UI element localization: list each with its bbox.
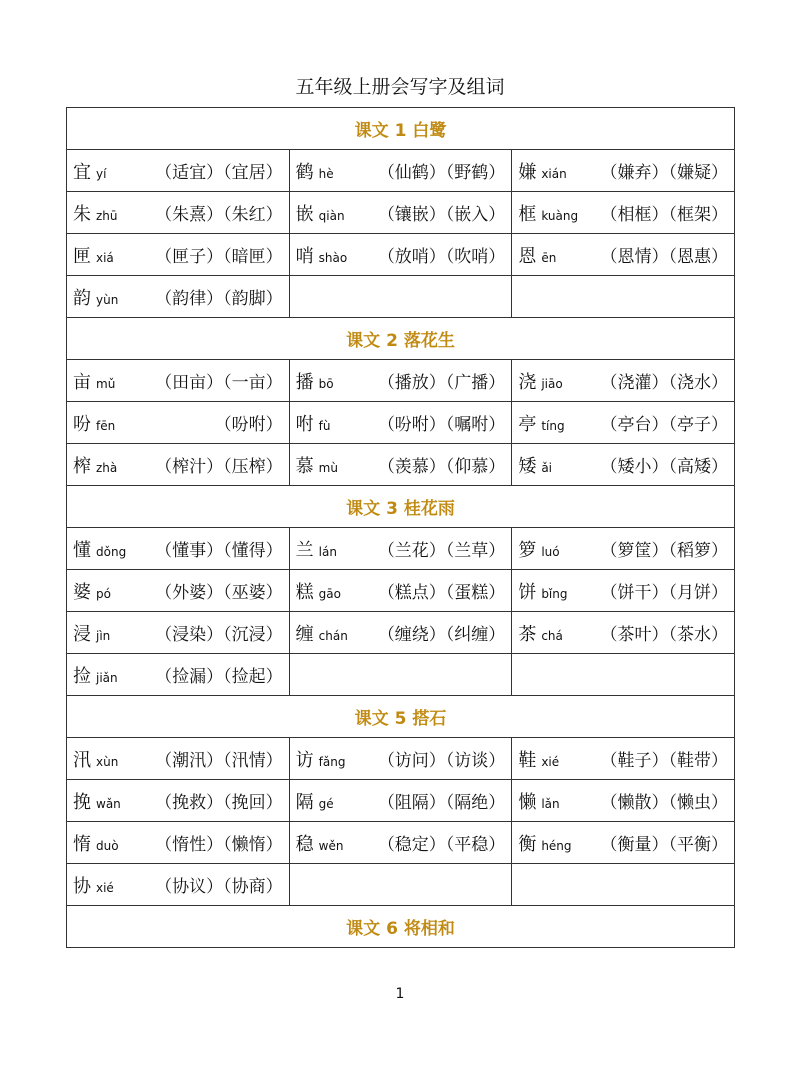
word-row bbox=[67, 654, 735, 696]
character: 鞋 bbox=[518, 749, 537, 771]
example-words: （饼干）（月饼） bbox=[600, 583, 728, 603]
word-cell bbox=[512, 738, 735, 780]
word-entry bbox=[518, 200, 728, 226]
word-entry bbox=[73, 242, 283, 268]
word-cell bbox=[289, 822, 512, 864]
character-with-pinyin bbox=[296, 200, 345, 226]
example-words: （恩情）（恩惠） bbox=[600, 247, 728, 267]
character-with-pinyin bbox=[73, 536, 126, 562]
word-entry bbox=[73, 410, 283, 436]
character-with-pinyin bbox=[73, 368, 115, 394]
lesson-title: 课文 2 落花生 bbox=[67, 318, 735, 360]
word-entry bbox=[296, 536, 506, 562]
character-with-pinyin bbox=[296, 578, 341, 604]
word-cell bbox=[512, 192, 735, 234]
character: 衡 bbox=[518, 833, 537, 855]
word-entry bbox=[518, 158, 728, 184]
character: 捡 bbox=[73, 665, 91, 687]
word-entry bbox=[296, 788, 506, 814]
pinyin: xiá bbox=[96, 250, 114, 265]
word-cell bbox=[67, 444, 290, 486]
example-words: （仙鹤）（野鹤） bbox=[377, 163, 506, 183]
character-with-pinyin bbox=[73, 410, 115, 436]
pinyin: luó bbox=[541, 544, 560, 559]
pinyin: jìn bbox=[96, 628, 111, 643]
character: 懂 bbox=[73, 539, 91, 561]
example-words: （田亩）（一亩） bbox=[155, 373, 283, 393]
word-row bbox=[67, 822, 735, 864]
word-cell bbox=[289, 192, 512, 234]
example-words: （匣子）（暗匣） bbox=[155, 247, 283, 267]
lesson-header-row bbox=[67, 318, 735, 360]
word-entry bbox=[518, 536, 728, 562]
example-words: （韵律）（韵脚） bbox=[155, 289, 283, 309]
example-words: （箩筐）（稻箩） bbox=[600, 541, 728, 561]
character-with-pinyin bbox=[296, 242, 348, 268]
vocabulary-table-body bbox=[67, 108, 735, 948]
word-entry bbox=[518, 368, 728, 394]
word-entry bbox=[518, 578, 728, 604]
word-cell bbox=[67, 360, 290, 402]
word-cell bbox=[289, 360, 512, 402]
word-cell bbox=[512, 654, 735, 696]
character-with-pinyin bbox=[518, 368, 562, 394]
page-number: 1 bbox=[395, 986, 405, 1002]
word-entry bbox=[73, 536, 283, 562]
word-entry bbox=[73, 872, 283, 898]
character: 框 bbox=[518, 203, 537, 225]
word-cell bbox=[512, 570, 735, 612]
character: 缠 bbox=[295, 623, 314, 645]
pinyin: jiǎn bbox=[96, 670, 118, 685]
word-row bbox=[67, 612, 735, 654]
character: 矮 bbox=[518, 455, 537, 477]
word-entry bbox=[73, 284, 283, 310]
character-with-pinyin bbox=[518, 242, 556, 268]
page-title: 五年级上册会写字及组词 bbox=[295, 76, 505, 98]
pinyin: ēn bbox=[541, 250, 557, 265]
example-words: （阻隔）（隔绝） bbox=[377, 793, 506, 813]
example-words: （外婆）（巫婆） bbox=[155, 583, 283, 603]
word-cell bbox=[67, 528, 290, 570]
character: 吩 bbox=[73, 413, 91, 435]
word-cell bbox=[67, 276, 290, 318]
character: 汛 bbox=[73, 749, 91, 771]
pinyin: gāo bbox=[318, 586, 341, 601]
example-words: （浸染）（沉浸） bbox=[155, 625, 283, 645]
word-entry bbox=[518, 788, 728, 814]
word-entry bbox=[73, 452, 283, 478]
pinyin: duò bbox=[96, 838, 119, 853]
character: 匣 bbox=[73, 245, 91, 267]
character-with-pinyin bbox=[73, 620, 110, 646]
word-cell bbox=[67, 234, 290, 276]
example-words: （相框）（框架） bbox=[600, 205, 728, 225]
pinyin: héng bbox=[541, 838, 572, 853]
pinyin: mǔ bbox=[96, 376, 116, 391]
character-with-pinyin bbox=[518, 746, 559, 772]
pinyin: wǎn bbox=[96, 796, 121, 811]
character: 兰 bbox=[295, 539, 314, 561]
word-row bbox=[67, 528, 735, 570]
example-words: （稳定）（平稳） bbox=[377, 835, 506, 855]
example-words: （衡量）（平衡） bbox=[600, 835, 728, 855]
word-entry bbox=[518, 452, 728, 478]
character: 稳 bbox=[295, 833, 314, 855]
character-with-pinyin bbox=[296, 620, 348, 646]
example-words: （播放）（广播） bbox=[377, 373, 506, 393]
word-entry bbox=[73, 830, 283, 856]
example-words: （羡慕）（仰慕） bbox=[377, 457, 506, 477]
character-with-pinyin bbox=[296, 158, 334, 184]
pinyin: gé bbox=[318, 796, 334, 811]
example-words: （矮小）（高矮） bbox=[600, 457, 728, 477]
word-cell bbox=[512, 864, 735, 906]
character-with-pinyin bbox=[296, 410, 331, 436]
character-with-pinyin bbox=[73, 746, 118, 772]
word-cell bbox=[512, 780, 735, 822]
word-entry bbox=[73, 578, 283, 604]
word-cell bbox=[67, 192, 290, 234]
pinyin: chán bbox=[318, 628, 348, 643]
pinyin: fǎng bbox=[318, 754, 346, 769]
word-cell bbox=[512, 528, 735, 570]
character-with-pinyin bbox=[296, 452, 338, 478]
character-with-pinyin bbox=[73, 662, 118, 688]
example-words: （亭台）（亭子） bbox=[600, 415, 728, 435]
word-row bbox=[67, 738, 735, 780]
character-with-pinyin bbox=[518, 536, 559, 562]
character: 浇 bbox=[518, 371, 537, 393]
character: 隔 bbox=[295, 791, 314, 813]
word-entry bbox=[518, 830, 728, 856]
word-entry bbox=[296, 830, 506, 856]
word-entry bbox=[296, 158, 506, 184]
word-row bbox=[67, 360, 735, 402]
character-with-pinyin bbox=[518, 620, 563, 646]
word-row bbox=[67, 150, 735, 192]
word-cell bbox=[512, 612, 735, 654]
word-row bbox=[67, 570, 735, 612]
word-entry bbox=[518, 242, 728, 268]
character: 浸 bbox=[73, 623, 91, 645]
word-row bbox=[67, 234, 735, 276]
example-words: （挽救）（挽回） bbox=[155, 793, 283, 813]
character: 慕 bbox=[295, 455, 314, 477]
example-words: （捡漏）（捡起） bbox=[155, 667, 283, 687]
word-row bbox=[67, 444, 735, 486]
lesson-title: 课文 3 桂花雨 bbox=[67, 486, 735, 528]
example-words: （朱熹）（朱红） bbox=[155, 205, 283, 225]
word-cell bbox=[289, 444, 512, 486]
character: 饼 bbox=[518, 581, 537, 603]
example-words: （嫌弃）（嫌疑） bbox=[600, 163, 728, 183]
word-entry bbox=[73, 662, 283, 688]
character-with-pinyin bbox=[73, 284, 118, 310]
character: 惰 bbox=[73, 833, 91, 855]
character: 协 bbox=[73, 875, 91, 897]
character: 挽 bbox=[73, 791, 91, 813]
word-row bbox=[67, 192, 735, 234]
example-words: （鞋子）（鞋带） bbox=[600, 751, 728, 771]
word-cell bbox=[512, 402, 735, 444]
pinyin: xié bbox=[96, 880, 114, 895]
pinyin: fù bbox=[318, 418, 331, 433]
lesson-title: 课文 6 将相和 bbox=[67, 906, 735, 948]
pinyin: zhà bbox=[96, 460, 118, 475]
word-cell bbox=[512, 234, 735, 276]
word-entry bbox=[73, 746, 283, 772]
pinyin: xián bbox=[541, 166, 567, 181]
pinyin: chá bbox=[541, 628, 563, 643]
character-with-pinyin bbox=[73, 200, 118, 226]
example-words: （吩咐） bbox=[214, 415, 283, 435]
word-cell bbox=[289, 402, 512, 444]
character: 榨 bbox=[73, 455, 91, 477]
pinyin: bō bbox=[318, 376, 334, 391]
character-with-pinyin bbox=[518, 158, 566, 184]
word-entry bbox=[518, 746, 728, 772]
word-entry bbox=[73, 158, 283, 184]
example-words: （兰花）（兰草） bbox=[377, 541, 506, 561]
lesson-header-row bbox=[67, 108, 735, 150]
word-cell bbox=[512, 276, 735, 318]
pinyin: fēn bbox=[96, 418, 116, 433]
word-entry bbox=[296, 410, 506, 436]
character-with-pinyin bbox=[73, 830, 119, 856]
example-words: （缠绕）（纠缠） bbox=[377, 625, 506, 645]
character-with-pinyin bbox=[296, 536, 337, 562]
character: 鹤 bbox=[295, 161, 314, 183]
pinyin: zhū bbox=[96, 208, 118, 223]
pinyin: kuàng bbox=[541, 208, 579, 223]
pinyin: xùn bbox=[96, 754, 119, 769]
character: 婆 bbox=[73, 581, 91, 603]
word-cell bbox=[289, 738, 512, 780]
character-with-pinyin bbox=[518, 200, 578, 226]
word-cell bbox=[67, 654, 290, 696]
word-cell bbox=[67, 822, 290, 864]
character: 咐 bbox=[295, 413, 314, 435]
lesson-title: 课文 5 搭石 bbox=[67, 696, 735, 738]
word-entry bbox=[518, 620, 728, 646]
word-entry bbox=[296, 368, 506, 394]
character-with-pinyin bbox=[518, 578, 567, 604]
character: 宜 bbox=[73, 161, 91, 183]
word-cell bbox=[512, 444, 735, 486]
example-words: （适宜）（宜居） bbox=[155, 163, 283, 183]
pinyin: lǎn bbox=[541, 796, 560, 811]
word-entry bbox=[296, 242, 506, 268]
character-with-pinyin bbox=[73, 242, 114, 268]
word-cell bbox=[289, 612, 512, 654]
word-entry bbox=[73, 620, 283, 646]
word-entry bbox=[296, 578, 506, 604]
pinyin: ǎi bbox=[541, 460, 552, 475]
word-row bbox=[67, 276, 735, 318]
character-with-pinyin bbox=[296, 368, 334, 394]
character: 亩 bbox=[73, 371, 91, 393]
word-cell bbox=[289, 864, 512, 906]
pinyin: tíng bbox=[541, 418, 565, 433]
word-cell bbox=[67, 402, 290, 444]
character-with-pinyin bbox=[73, 578, 111, 604]
character: 亭 bbox=[518, 413, 537, 435]
word-cell bbox=[512, 360, 735, 402]
vocabulary-table bbox=[66, 107, 735, 948]
pinyin: mù bbox=[318, 460, 338, 475]
word-entry bbox=[296, 620, 506, 646]
word-cell bbox=[67, 612, 290, 654]
word-cell bbox=[67, 738, 290, 780]
word-cell bbox=[67, 864, 290, 906]
character: 朱 bbox=[73, 203, 91, 225]
character: 糕 bbox=[295, 581, 314, 603]
character: 访 bbox=[295, 749, 314, 771]
character: 哨 bbox=[295, 245, 314, 267]
word-row bbox=[67, 402, 735, 444]
word-entry bbox=[518, 410, 728, 436]
word-cell bbox=[512, 150, 735, 192]
word-entry bbox=[73, 788, 283, 814]
character: 嵌 bbox=[295, 203, 314, 225]
word-cell bbox=[289, 528, 512, 570]
example-words: （协议）（协商） bbox=[155, 877, 283, 897]
pinyin: hè bbox=[318, 166, 334, 181]
example-words: （惰性）（懒惰） bbox=[155, 835, 283, 855]
word-cell bbox=[67, 150, 290, 192]
character-with-pinyin bbox=[73, 872, 114, 898]
example-words: （镶嵌）（嵌入） bbox=[377, 205, 506, 225]
character-with-pinyin bbox=[518, 452, 552, 478]
pinyin: bǐng bbox=[541, 586, 568, 601]
word-entry bbox=[296, 746, 506, 772]
character-with-pinyin bbox=[296, 830, 344, 856]
example-words: （访问）（访谈） bbox=[377, 751, 506, 771]
word-cell bbox=[67, 570, 290, 612]
word-cell bbox=[512, 822, 735, 864]
character-with-pinyin bbox=[518, 410, 564, 436]
pinyin: wěn bbox=[318, 838, 344, 853]
word-entry bbox=[73, 368, 283, 394]
word-cell bbox=[67, 780, 290, 822]
example-words: （浇灌）（浇水） bbox=[600, 373, 728, 393]
pinyin: jiāo bbox=[541, 376, 563, 391]
word-cell bbox=[289, 570, 512, 612]
character: 韵 bbox=[73, 287, 91, 309]
example-words: （放哨）（吹哨） bbox=[377, 247, 506, 267]
lesson-header-row bbox=[67, 486, 735, 528]
character: 恩 bbox=[518, 245, 537, 267]
word-cell bbox=[289, 150, 512, 192]
character: 茶 bbox=[518, 623, 537, 645]
character: 播 bbox=[295, 371, 314, 393]
word-row bbox=[67, 864, 735, 906]
example-words: （懂事）（懂得） bbox=[155, 541, 283, 561]
word-cell bbox=[289, 234, 512, 276]
word-entry bbox=[73, 200, 283, 226]
word-entry bbox=[296, 200, 506, 226]
example-words: （茶叶）（茶水） bbox=[600, 625, 728, 645]
character-with-pinyin bbox=[73, 158, 106, 184]
character-with-pinyin bbox=[296, 788, 334, 814]
word-cell bbox=[289, 780, 512, 822]
lesson-header-row bbox=[67, 906, 735, 948]
pinyin: dǒng bbox=[96, 544, 127, 559]
pinyin: pó bbox=[96, 586, 111, 601]
pinyin: lán bbox=[318, 544, 337, 559]
example-words: （吩咐）（嘱咐） bbox=[377, 415, 506, 435]
example-words: （懒散）（懒虫） bbox=[600, 793, 728, 813]
character: 箩 bbox=[518, 539, 537, 561]
character-with-pinyin bbox=[296, 746, 346, 772]
pinyin: yí bbox=[96, 166, 107, 181]
character: 嫌 bbox=[518, 161, 537, 183]
word-cell bbox=[289, 276, 512, 318]
word-cell bbox=[289, 654, 512, 696]
character: 懒 bbox=[518, 791, 537, 813]
pinyin: shào bbox=[318, 250, 348, 265]
word-row bbox=[67, 780, 735, 822]
example-words: （潮汛）（汛情） bbox=[155, 751, 283, 771]
pinyin: yùn bbox=[96, 292, 119, 307]
lesson-header-row bbox=[67, 696, 735, 738]
pinyin: xié bbox=[541, 754, 560, 769]
word-entry bbox=[296, 452, 506, 478]
character-with-pinyin bbox=[518, 788, 559, 814]
lesson-title: 课文 1 白鹭 bbox=[67, 108, 735, 150]
example-words: （榨汁）（压榨） bbox=[155, 457, 283, 477]
example-words: （糕点）（蛋糕） bbox=[377, 583, 506, 603]
pinyin: qiàn bbox=[318, 208, 345, 223]
character-with-pinyin bbox=[73, 452, 117, 478]
character-with-pinyin bbox=[73, 788, 121, 814]
character-with-pinyin bbox=[518, 830, 571, 856]
